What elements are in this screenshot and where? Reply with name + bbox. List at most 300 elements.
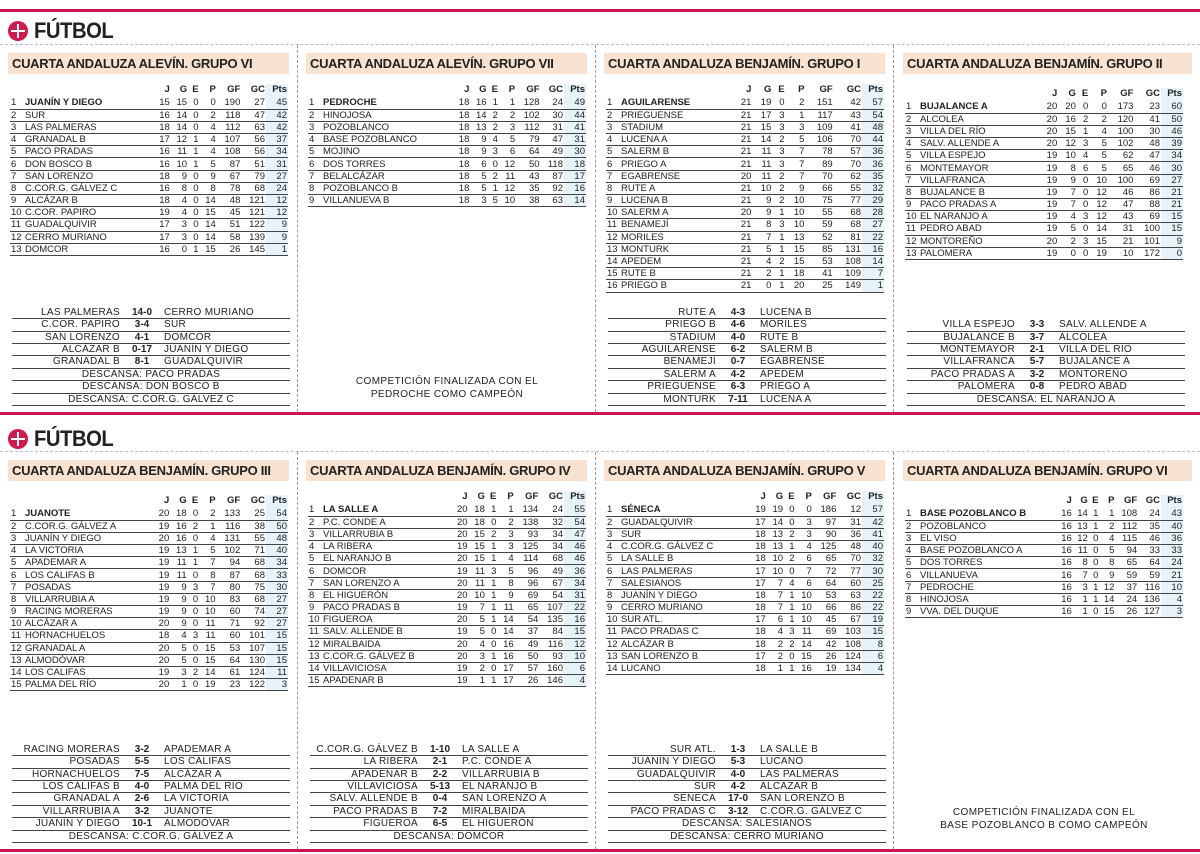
lost: 5 [199, 545, 216, 557]
drawn: 3 [1077, 138, 1089, 150]
drawn: 3 [486, 565, 498, 577]
played: 19 [1040, 150, 1059, 162]
goals-for: 80 [217, 581, 242, 593]
goals-against: 108 [834, 255, 862, 267]
team-name: ALCÁZAR B [24, 195, 154, 207]
team-name: SUR [24, 109, 154, 121]
position: 7 [606, 577, 620, 589]
position: 12 [606, 638, 620, 650]
won: 5 [470, 170, 487, 182]
standings-row [905, 581, 1183, 593]
points: 24 [1161, 557, 1183, 569]
goals-for: 120 [1108, 113, 1135, 125]
played: 18 [453, 146, 470, 158]
match-row [310, 769, 588, 781]
goals-against: 67 [539, 577, 564, 589]
won: 7 [767, 589, 784, 601]
played: 16 [1057, 593, 1073, 605]
col-p: P [1100, 88, 1107, 99]
points: 44 [564, 109, 586, 121]
goals-against: 71 [241, 545, 266, 557]
points: 57 [862, 97, 884, 109]
col-g: G [775, 491, 784, 502]
drawn: 0 [188, 569, 200, 581]
standings-row [10, 545, 288, 557]
away-team: PRIEGO A [760, 381, 811, 393]
col-pts: Pts [862, 84, 884, 97]
team-name: ALCÁZAR A [24, 618, 153, 630]
match-row [12, 332, 290, 344]
team-name: SAN LORENZO B [620, 650, 750, 662]
match-row [12, 307, 290, 319]
won: 15 [171, 97, 188, 109]
points: 15 [266, 630, 288, 642]
won: 11 [1073, 545, 1089, 557]
goals-for: 21 [1108, 235, 1135, 247]
goals-against: 48 [1134, 138, 1161, 150]
played: 20 [1040, 125, 1059, 137]
drawn: 0 [188, 219, 199, 231]
position: 4 [905, 545, 919, 557]
standings-row [606, 528, 884, 540]
away-team: GUADALQUIVIR [164, 356, 244, 368]
team-name: VVA. DEL DUQUE [919, 606, 1057, 618]
lost: 16 [497, 650, 514, 662]
played: 18 [453, 134, 470, 146]
goals-against: 93 [539, 650, 564, 662]
drawn: 1 [1089, 520, 1100, 532]
away-team: SALV. ALLENDE A [1059, 319, 1147, 331]
points: 9 [266, 231, 288, 243]
lost: 19 [1089, 247, 1108, 259]
goals-against: 122 [241, 219, 266, 231]
standings-row [606, 182, 884, 194]
standings-table [10, 495, 288, 691]
points: 50 [1161, 113, 1183, 125]
match-score: 2-6 [134, 793, 150, 805]
middle-red-rule [0, 412, 1200, 415]
group-panel [0, 45, 298, 412]
goals-for: 42 [813, 638, 838, 650]
lost: 5 [1089, 162, 1108, 174]
drawn: 1 [486, 602, 498, 614]
played: 18 [750, 541, 767, 553]
team-name: MONTEMAYOR [919, 162, 1040, 174]
drawn: 2 [784, 553, 795, 565]
lost: 8 [200, 182, 217, 194]
standings-row [905, 125, 1183, 137]
lost: 3 [499, 121, 516, 133]
col-e: E [1081, 88, 1089, 99]
position: 15 [308, 675, 322, 687]
standings-row [308, 170, 586, 182]
points: 54 [862, 109, 884, 121]
position: 12 [308, 638, 322, 650]
col-pts: Pts [564, 84, 586, 97]
team-name: SALV. ALLENDE A [919, 138, 1040, 150]
played: 17 [750, 565, 767, 577]
points: 6 [564, 662, 586, 674]
goals-against: 108 [837, 638, 862, 650]
goals-against: 23 [1134, 101, 1161, 113]
lost: 11 [497, 602, 514, 614]
standings-row [10, 581, 288, 593]
position: 3 [10, 532, 24, 544]
team-name: C.COR.G. GÁLVEZ A [24, 520, 153, 532]
won: 5 [170, 642, 187, 654]
away-team: VILLARRUBIA B [462, 768, 540, 780]
points: 15 [266, 654, 288, 666]
standings-row [606, 268, 884, 280]
plus-circle-icon [8, 21, 28, 41]
standings-row [10, 134, 288, 146]
lost: 7 [786, 146, 806, 158]
standings-row [606, 195, 884, 207]
position: 2 [10, 520, 24, 532]
standings-row [905, 186, 1183, 198]
won: 1 [469, 675, 486, 687]
goals-against: 38 [241, 520, 266, 532]
drawn: 1 [1077, 125, 1089, 137]
match-row [608, 332, 886, 344]
col-pos [308, 84, 322, 97]
goals-against: 41 [1134, 113, 1161, 125]
standings-row [606, 553, 884, 565]
drawn: 1 [486, 675, 498, 687]
group-title: CUARTA ANDALUZA BENJAMÍN. GRUPO IV [306, 460, 587, 481]
lost: 2 [1089, 113, 1108, 125]
played: 21 [733, 146, 753, 158]
played: 16 [1057, 545, 1073, 557]
played: 20 [1040, 113, 1059, 125]
goals-against: 27 [241, 97, 266, 109]
played: 21 [733, 255, 753, 267]
drawn: 0 [486, 662, 498, 674]
lost: 5 [1099, 545, 1115, 557]
points: 30 [1161, 162, 1183, 174]
home-team: PALOMERA [957, 381, 1015, 393]
goals-against: 86 [837, 602, 862, 614]
team-name: VILLANUEVA [919, 569, 1057, 581]
goals-for: 112 [1115, 520, 1138, 532]
played: 19 [1040, 199, 1059, 211]
points: 8 [862, 638, 884, 650]
lost: 10 [786, 207, 806, 219]
lost: 5 [1089, 138, 1108, 150]
team-name: PRIEGUENSE [620, 109, 733, 121]
drawn: 0 [188, 593, 200, 605]
won: 16 [170, 520, 187, 532]
goals-for: 102 [516, 109, 540, 121]
won: 19 [767, 504, 784, 516]
played: 20 [1040, 235, 1059, 247]
col-pts: Pts [1161, 88, 1183, 101]
lost: 10 [796, 614, 813, 626]
goals-for: 83 [217, 593, 242, 605]
position: 6 [308, 158, 322, 170]
goals-against: 68 [241, 557, 266, 569]
away-team: LAS PALMERAS [760, 768, 840, 780]
match-score: 3-3 [1029, 319, 1045, 331]
match-score: 0-17 [131, 344, 152, 356]
standings-row [905, 520, 1183, 532]
goals-against: 67 [837, 614, 862, 626]
away-team: VILLA DEL RÍO [1059, 344, 1133, 356]
match-score: 3-12 [727, 805, 748, 817]
goals-against: 68 [241, 569, 266, 581]
won: 1 [170, 679, 187, 691]
match-score: 4-0 [730, 768, 746, 780]
won: 14 [171, 121, 188, 133]
goals-against: 43 [834, 109, 862, 121]
team-name: ALCÁZAR B [620, 638, 750, 650]
standings-row [606, 146, 884, 158]
home-team: JUANÍN Y DIEGO [631, 756, 716, 768]
played: 19 [153, 606, 170, 618]
team-name: GRANADAL A [24, 642, 153, 654]
team-name: BUJALANCE A [919, 101, 1040, 113]
points: 41 [564, 121, 586, 133]
rest-row [12, 381, 290, 393]
points: 30 [266, 581, 288, 593]
goals-against: 46 [1138, 532, 1161, 544]
goals-against: 49 [541, 146, 564, 158]
home-team: MONTEMAYOR [939, 344, 1015, 356]
team-name: P.C. CONDE A [322, 516, 451, 528]
lost: 12 [1089, 211, 1108, 223]
goals-for: 87 [217, 158, 242, 170]
position: 13 [10, 243, 24, 255]
lost: 6 [499, 146, 516, 158]
won: 10 [767, 553, 784, 565]
standings-row [10, 97, 288, 109]
lost: 4 [200, 146, 217, 158]
lost: 2 [786, 97, 806, 109]
played: 17 [750, 577, 767, 589]
lost: 3 [497, 541, 514, 553]
won: 3 [470, 195, 487, 207]
won: 11 [171, 146, 188, 158]
points: 16 [564, 182, 586, 194]
top-red-rule [0, 9, 1200, 12]
position: 13 [606, 243, 620, 255]
goals-against: 79 [241, 170, 266, 182]
lost: 14 [1089, 223, 1108, 235]
col-gf: GF [819, 84, 833, 95]
goals-for: 134 [515, 504, 540, 516]
goals-for: 94 [1115, 545, 1138, 557]
team-name: ALCOLEA [919, 113, 1040, 125]
team-name: PACO PRADAS B [322, 602, 451, 614]
position: 14 [606, 255, 620, 267]
drawn: 0 [188, 231, 199, 243]
lost: 2 [499, 109, 516, 121]
points: 21 [1161, 569, 1183, 581]
group-title: CUARTA ANDALUZA BENJAMÍN. GRUPO III [8, 460, 289, 481]
home-team: SALERM A [663, 368, 716, 380]
team-name: BASE POZOBLANCO A [919, 545, 1057, 557]
lost: 2 [1099, 520, 1115, 532]
position: 9 [308, 602, 322, 614]
position: 5 [10, 146, 24, 158]
col-pts: Pts [862, 491, 884, 504]
won: 10 [1058, 150, 1077, 162]
standings-row [606, 170, 884, 182]
position: 5 [905, 557, 919, 569]
rest-row [907, 394, 1185, 406]
group-panel [895, 452, 1200, 849]
standings-row [10, 630, 288, 642]
position: 6 [606, 565, 620, 577]
lost: 0 [200, 97, 217, 109]
goals-for: 107 [217, 134, 242, 146]
lost: 5 [497, 565, 514, 577]
team-name: PRIEGO A [620, 158, 733, 170]
lost: 11 [199, 630, 216, 642]
lost: 3 [796, 516, 813, 528]
won: 3 [170, 666, 187, 678]
goals-against: 118 [541, 158, 564, 170]
played: 21 [733, 158, 753, 170]
lost: 14 [1099, 593, 1115, 605]
team-name: LA RIBERA [322, 541, 451, 553]
standings-row [308, 638, 586, 650]
match-score: 8-1 [134, 356, 150, 368]
points: 40 [266, 545, 288, 557]
goals-for: 65 [813, 553, 838, 565]
goals-for: 57 [515, 662, 540, 674]
goals-for: 125 [813, 541, 838, 553]
won: 2 [469, 662, 486, 674]
team-name: MONTOREÑO [919, 235, 1040, 247]
points: 36 [564, 565, 586, 577]
played: 18 [153, 630, 170, 642]
won: 5 [470, 182, 487, 194]
position: 6 [10, 158, 24, 170]
position: 7 [606, 170, 620, 182]
played: 17 [154, 134, 171, 146]
team-name: C.COR.G. GÁLVEZ C [24, 182, 154, 194]
match-row [907, 344, 1185, 356]
rest-row [12, 831, 290, 843]
points: 35 [862, 170, 884, 182]
team-name: FIGUEROA [322, 614, 451, 626]
drawn: 1 [188, 134, 199, 146]
goals-against: 121 [241, 195, 266, 207]
lost: 1 [499, 97, 516, 109]
team-name: SUR ATL. [620, 614, 750, 626]
drawn: 3 [188, 581, 200, 593]
drawn: 2 [188, 666, 200, 678]
played: 20 [451, 516, 468, 528]
team-name: JUANÍN Y DIEGO [24, 532, 153, 544]
team-name: BUJALANCE B [919, 186, 1040, 198]
position: 4 [606, 541, 620, 553]
team-name: EGABRENSE [620, 170, 733, 182]
points: 17 [564, 170, 586, 182]
team-name: BASE POZOBLANCO [322, 134, 453, 146]
match-row [12, 744, 290, 756]
goals-for: 96 [515, 577, 540, 589]
goals-for: 115 [1115, 532, 1138, 544]
played: 20 [153, 508, 170, 520]
drawn: 3 [772, 109, 785, 121]
goals-for: 10 [1108, 247, 1135, 259]
away-team: BUJALANCE A [1059, 356, 1131, 368]
drawn: 2 [772, 195, 785, 207]
won: 5 [170, 654, 187, 666]
team-name: HINOJOSA [322, 109, 453, 121]
standings-row [606, 626, 884, 638]
away-team: SUR [164, 319, 187, 331]
goals-for: 72 [813, 565, 838, 577]
played: 17 [750, 650, 767, 662]
standings-row [308, 589, 586, 601]
away-team: RUTE B [760, 331, 799, 343]
col-gc: GC [846, 84, 861, 95]
position: 9 [905, 199, 919, 211]
position: 10 [606, 207, 620, 219]
drawn: 1 [488, 182, 499, 194]
goals-for: 106 [805, 134, 833, 146]
standings-row [606, 207, 884, 219]
points: 4 [564, 675, 586, 687]
lost: 20 [786, 280, 806, 292]
rest-team: DESCANSA: C.COR.G. GÁLVEZ A [68, 830, 234, 842]
col-pts: Pts [1161, 495, 1183, 508]
standings-table [905, 88, 1183, 260]
points: 15 [1161, 211, 1183, 223]
goals-against: 48 [837, 541, 862, 553]
lost: 14 [497, 614, 514, 626]
col-e: E [491, 84, 498, 95]
home-team: ALCÁZAR B [61, 344, 120, 356]
points: 14 [564, 195, 586, 207]
away-team: SAN LORENZO B [760, 793, 846, 805]
drawn: 0 [486, 638, 498, 650]
won: 11 [752, 146, 772, 158]
match-row [12, 344, 290, 356]
match-score: 6-3 [730, 381, 746, 393]
standings-row [10, 170, 288, 182]
points: 54 [266, 508, 288, 520]
col-gf: GF [526, 84, 540, 95]
col-team [620, 84, 733, 97]
points: 33 [266, 569, 288, 581]
col-g: G [1068, 88, 1076, 99]
drawn: 0 [188, 654, 200, 666]
won: 13 [1073, 520, 1089, 532]
goals-for: 50 [516, 158, 540, 170]
drawn: 1 [1089, 581, 1100, 593]
won: 0 [171, 243, 188, 255]
played: 16 [154, 146, 171, 158]
points: 54 [564, 516, 586, 528]
goals-for: 125 [515, 541, 540, 553]
drawn: 0 [784, 650, 795, 662]
standings-row [606, 243, 884, 255]
team-name: EL HIGUERÓN [322, 589, 451, 601]
away-team: SALERM B [760, 344, 813, 356]
won: 5 [752, 243, 772, 255]
goals-for: 24 [1115, 593, 1138, 605]
won: 13 [470, 121, 487, 133]
group-title: CUARTA ANDALUZA BENJAMÍN. GRUPO II [903, 53, 1192, 74]
team-name: ALMODÓVAR [24, 654, 153, 666]
points: 12 [266, 195, 288, 207]
match-row [12, 793, 290, 805]
team-name: SÉNECA [620, 504, 750, 516]
